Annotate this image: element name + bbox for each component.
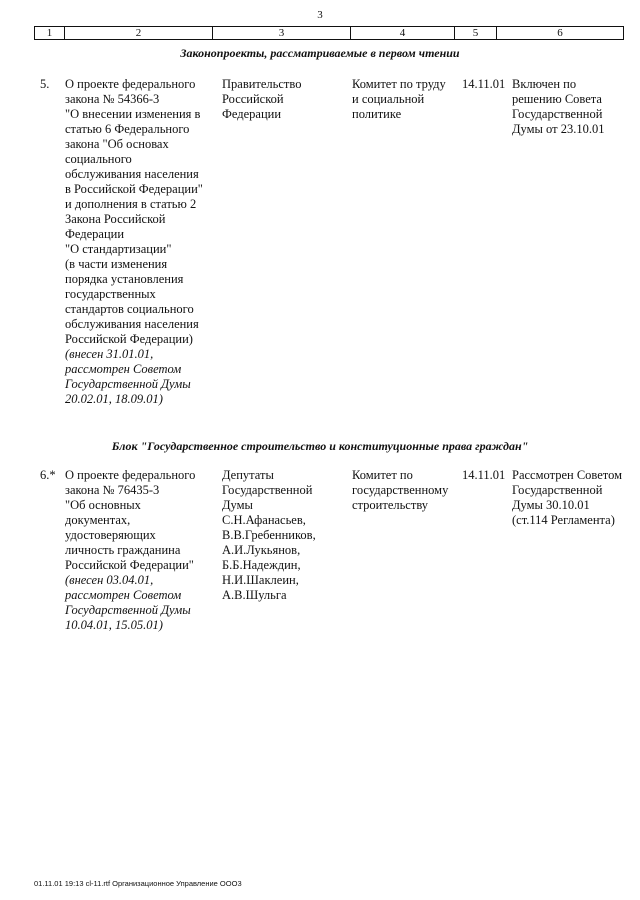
- page-number: 3: [317, 9, 323, 21]
- bill-committee: [352, 468, 462, 513]
- text-line: Государственной Думы: [65, 377, 191, 391]
- section-heading-block: Блок "Государственное строительство и конституционные права граждан": [111, 439, 529, 453]
- column-header-2: 2: [65, 27, 213, 39]
- text-line: Российской Федерации": [65, 558, 194, 572]
- text-line: социального: [65, 152, 132, 166]
- text-line: и дополнения в статью 2: [65, 197, 197, 211]
- bill-title: [65, 77, 215, 407]
- text-line: "О стандартизации": [65, 242, 172, 256]
- bill-status: [512, 77, 634, 137]
- bill-submission-note: [65, 347, 215, 407]
- column-header-6: 6: [557, 27, 563, 39]
- text-line: "Об основных: [65, 498, 141, 512]
- column-headers: [34, 26, 624, 40]
- section-heading-first-reading: Законопроекты, рассматриваемые в первом чтении: [180, 46, 460, 60]
- text-line: О проекте федерального: [65, 77, 196, 91]
- bill-date: 14.11.01: [462, 468, 506, 482]
- text-line: обслуживания населения: [65, 167, 199, 181]
- text-line: 10.04.01, 15.05.01): [65, 618, 163, 632]
- column-header-3: 3: [213, 27, 351, 39]
- text-line: Российской Федерации): [65, 332, 193, 346]
- text-line: рассмотрен Советом: [65, 362, 182, 376]
- bill-status: [512, 468, 634, 528]
- text-line: Федерации: [222, 107, 282, 121]
- text-line: закона № 54366-3: [65, 92, 160, 106]
- bill-initiator: [222, 77, 342, 122]
- text-line: Государственной: [512, 107, 603, 121]
- text-line: Российской: [222, 92, 284, 106]
- text-line: В.В.Гребенников,: [222, 528, 316, 542]
- bill-initiator: [222, 468, 342, 603]
- text-line: Депутаты: [222, 468, 274, 482]
- text-line: удостоверяющих: [65, 528, 156, 542]
- text-line: обслуживания населения: [65, 317, 199, 331]
- column-header-4: 4: [351, 27, 455, 39]
- text-line: статью 6 Федерального: [65, 122, 190, 136]
- text-line: стандартов социального: [65, 302, 194, 316]
- text-line: Б.Б.Надеждин,: [222, 558, 301, 572]
- bill-title: [65, 468, 215, 633]
- text-line: Думы 30.10.01: [512, 498, 590, 512]
- text-line: "О внесении изменения в: [65, 107, 201, 121]
- row-number: 5.: [40, 77, 50, 91]
- bill-title-lines: [65, 77, 215, 347]
- text-line: Правительство: [222, 77, 302, 91]
- text-line: (ст.114 Регламента): [512, 513, 615, 527]
- text-line: государственному: [352, 483, 449, 497]
- column-header-5: 5: [455, 27, 497, 39]
- text-line: Государственной: [512, 483, 603, 497]
- text-line: Государственной: [222, 483, 313, 497]
- text-line: (внесен 03.04.01,: [65, 573, 154, 587]
- text-line: личность гражданина: [65, 543, 181, 557]
- text-line: Рассмотрен Советом: [512, 468, 623, 482]
- text-line: рассмотрен Советом: [65, 588, 182, 602]
- text-line: Комитет по: [352, 468, 413, 482]
- text-line: документах,: [65, 513, 131, 527]
- text-line: решению Совета: [512, 92, 602, 106]
- column-header-1: 1: [35, 27, 65, 39]
- text-line: А.И.Лукьянов,: [222, 543, 301, 557]
- text-line: политике: [352, 107, 402, 121]
- text-line: А.В.Шульга: [222, 588, 287, 602]
- text-line: 20.02.01, 18.09.01): [65, 392, 163, 406]
- bill-title-lines: [65, 468, 215, 573]
- text-line: Комитет по труду: [352, 77, 446, 91]
- text-line: строительству: [352, 498, 429, 512]
- page-footer: 01.11.01 19:13 cl-11.rtf Организационное Управление ООО3: [34, 879, 242, 888]
- text-line: Думы: [222, 498, 253, 512]
- text-line: закона № 76435-3: [65, 483, 160, 497]
- text-line: Думы от 23.10.01: [512, 122, 605, 136]
- bill-submission-note: [65, 573, 215, 633]
- text-line: Закона Российской: [65, 212, 166, 226]
- row-number: 6.*: [40, 468, 56, 482]
- text-line: и социальной: [352, 92, 425, 106]
- text-line: О проекте федерального: [65, 468, 196, 482]
- text-line: Н.И.Шаклеин,: [222, 573, 299, 587]
- text-line: порядка установления: [65, 272, 184, 286]
- bill-date: 14.11.01: [462, 77, 506, 91]
- text-line: государственных: [65, 287, 156, 301]
- text-line: закона "Об основах: [65, 137, 169, 151]
- text-line: Включен по: [512, 77, 577, 91]
- text-line: Федерации: [65, 227, 125, 241]
- text-line: в Российской Федерации": [65, 182, 203, 196]
- bill-committee: [352, 77, 462, 122]
- text-line: (внесен 31.01.01,: [65, 347, 154, 361]
- text-line: Государственной Думы: [65, 603, 191, 617]
- text-line: (в части изменения: [65, 257, 168, 271]
- text-line: С.Н.Афанасьев,: [222, 513, 306, 527]
